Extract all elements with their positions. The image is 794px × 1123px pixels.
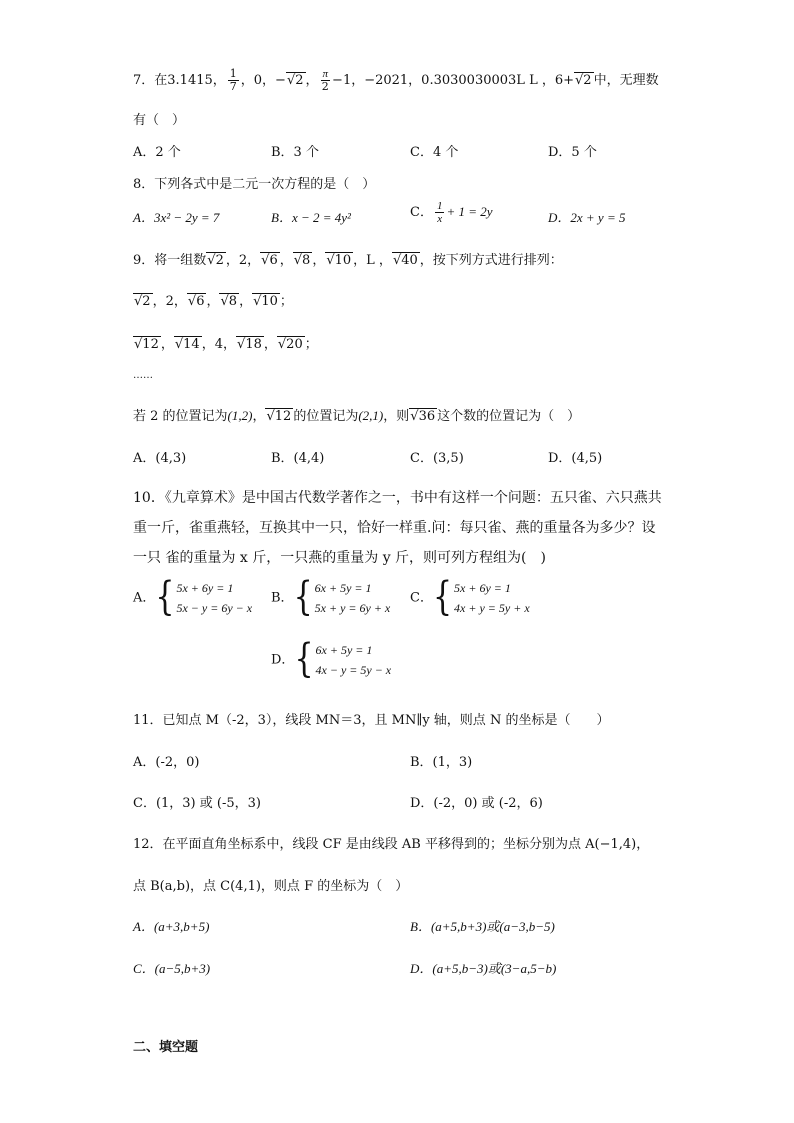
q10-stem-line2: 重一斤，雀重燕轻，互换其中一只，恰好一样重.问：每只雀、燕的重量各为多少？设 (133, 520, 656, 536)
q10-option-c: C．{ 5x + 6y = 1 4x + y = 5y + x (410, 574, 530, 621)
q9-option-d: D．(4,5) (548, 451, 603, 466)
q11-option-b: B．(1，3) (410, 755, 473, 770)
q10-option-b: B．{ 6x + 5y = 1 5x + y = 6y + x (271, 574, 391, 621)
q11-option-a: A．(-2，0) (133, 755, 200, 770)
q12-stem-line2: 点 B(a,b)，点 C(4,1)，则点 F 的坐标为（ ） (133, 879, 409, 894)
section-heading: 二、填空题 (133, 1040, 199, 1055)
q7-option-c: C．4 个 (410, 145, 459, 160)
q7-sqrt-1: √2 (286, 73, 304, 88)
q12-option-a: A．(a+3,b+5) (133, 919, 210, 934)
q7-stem: 7．在3.1415， $\frac{1}{7}$ ，0，−√2 ， $\frac{\pi}{2}$ −1，−2021，0.3030030003L L ，6+√2 中，无理数 (133, 67, 659, 93)
q11-stem: 11．已知点 M（-2，3），线段 MN＝3，且 MN∥y 轴，则点 N 的坐标是（ ） (133, 713, 610, 728)
q8-option-d: D．2x + y = 5 (548, 210, 626, 225)
q12-stem-line1: 12．在平面直角坐标系中，线段 CF 是由线段 AB 平移得到的；坐标分别为点 A(−1,4)， (133, 837, 650, 852)
q10-option-a: A．{ 5x + 6y = 1 5x − y = 6y − x (133, 574, 253, 621)
q8-option-c: C． $\frac{1}{x}$ + 1 = 2y (410, 200, 493, 225)
q9-row-2: √12 ，√14 ，4，√18 ，√20 ； (134, 337, 318, 352)
q8-stem: 8．下列各式中是二元一次方程的是（ ） (133, 177, 376, 192)
q9-dots: …… (133, 370, 153, 381)
q7-sqrt-2: √2 (575, 73, 592, 88)
q9-row-1: √2 ，2，√6 ，√8 ，√10 ； (134, 294, 293, 309)
q11-option-d: D．(-2，0) 或 (-2，6) (410, 796, 543, 811)
q7-fraction-2: $\frac{\pi}{2}$ (321, 68, 329, 93)
q8-option-a: A．3x² − 2y = 7 (133, 210, 220, 225)
q9-option-c: C．(3,5) (410, 451, 464, 466)
q11-option-c: C．(1，3) 或 (-5，3) (133, 796, 261, 811)
q10-stem-line3: 一只 雀的重量为 x 斤，一只燕的重量为 y 斤，则可列方程组为( ) (133, 550, 546, 566)
q8-fraction: $\frac{1}{x}$ (436, 200, 443, 225)
q10-option-d: D．{ 6x + 5y = 1 4x − y = 5y − x (271, 636, 392, 683)
q12-option-c: C．(a−5,b+3) (133, 961, 211, 976)
q9-option-b: B．(4,4) (271, 451, 325, 466)
q9-option-a: A．(4,3) (133, 451, 187, 466)
q7-fraction-1: $\frac{1}{7}$ (229, 67, 237, 93)
q12-option-b: B．(a+5,b+3)或(a−3,b−5) (410, 919, 555, 934)
q7-option-b: B．3 个 (271, 145, 319, 160)
q9-question: 若 2 的位置记为(1,2)，√12 的位置记为(2,1)，则√36 这个数的位置记为（ ） (133, 408, 581, 424)
q7-option-d: D．5 个 (548, 145, 597, 160)
q7-option-a: A．2 个 (133, 145, 181, 160)
q8-option-b: B．x − 2 = 4y² (271, 210, 351, 225)
q7-stem-line2: 有（ ） (133, 113, 186, 128)
q10-stem-line1: 10．《九章算术》是中国古代数学著作之一，书中有这样一个问题：五只雀、六只燕共 (133, 490, 662, 506)
q12-option-d: D．(a+5,b−3)或(3−a,5−b) (410, 961, 557, 976)
q9-stem: 9．将一组数√2 ，2，√6 ，√8 ，√10 ，L ，√40 ，按下列方式进行排列： (133, 253, 563, 268)
